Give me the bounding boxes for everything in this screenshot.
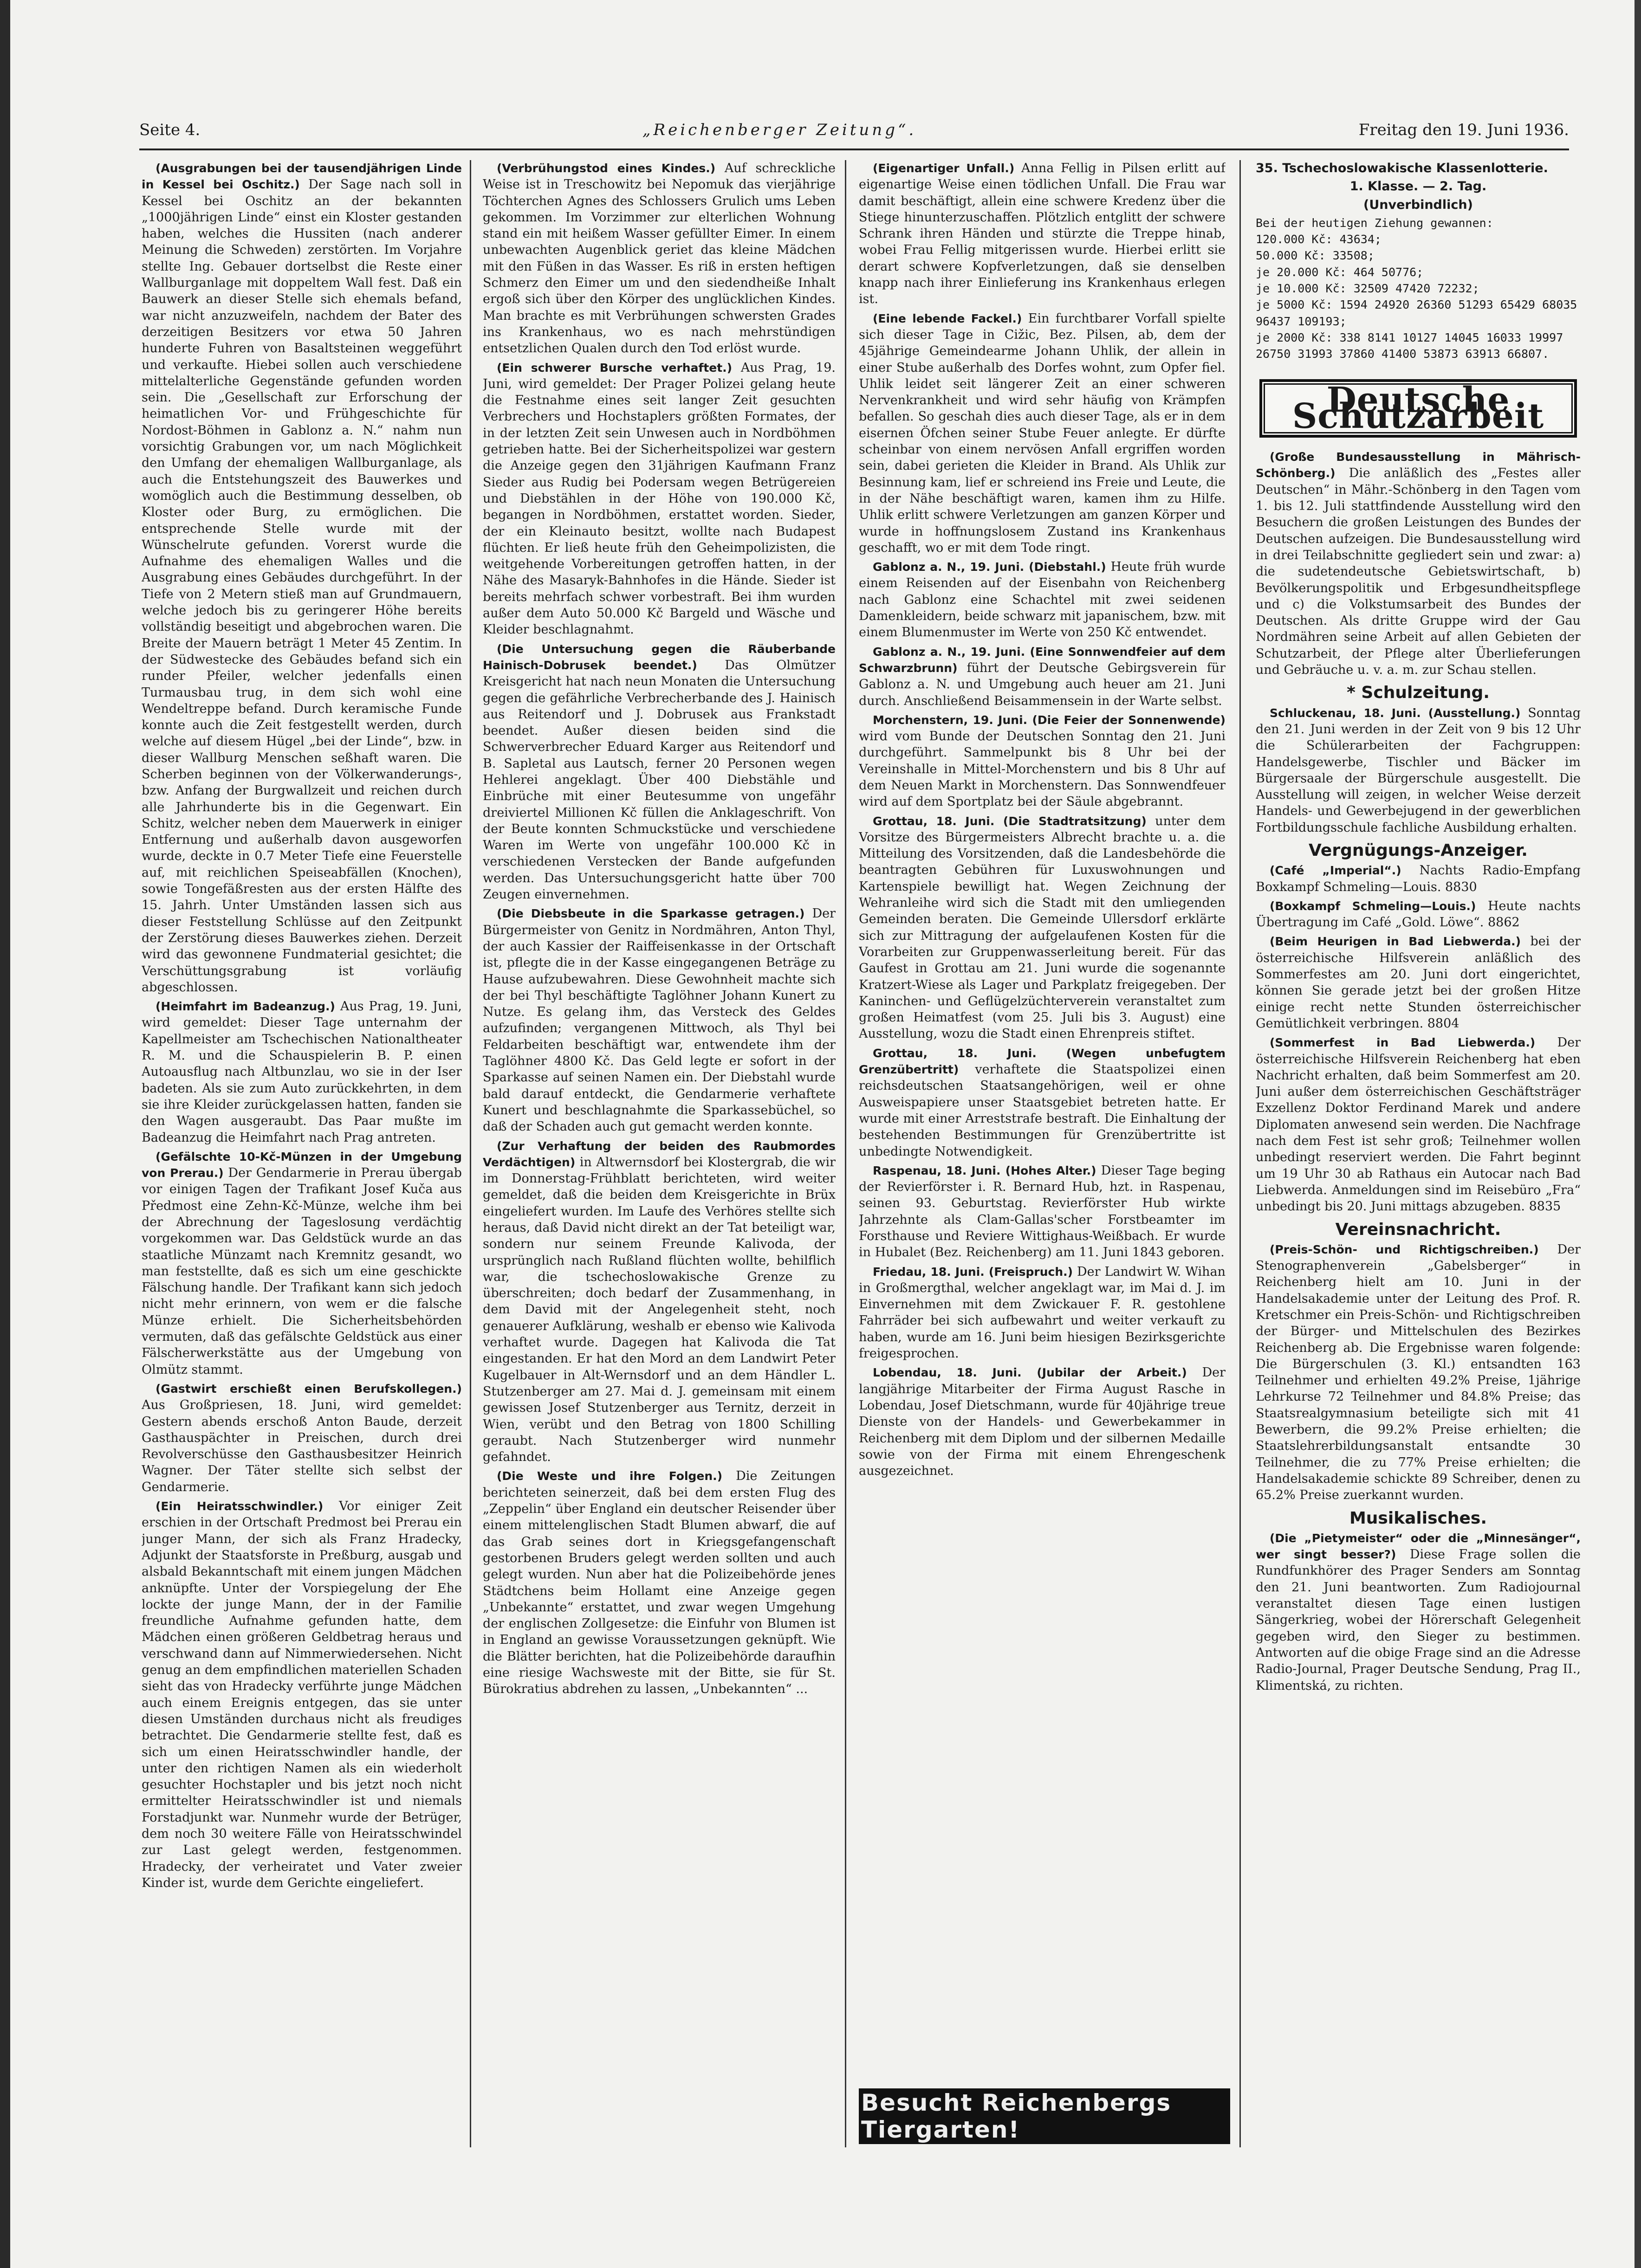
article-title: Grottau, 18. Juni. (Wegen unbefugtem Grenzübertritt) xyxy=(859,1046,1226,1077)
article-text: in Altwernsdorf bei Klostergrab, die wir im Donnerstag-Frühblatt berichteten, wird weiter gemeldet, daß die beiden dem Kreisgerichte in Brüx eingeliefert wurden. Im Laufe des Verhöres stellte sich heraus, daß David nicht direkt an der Tat beteiligt war, sondern nur seinem Freunde Kalivoda, der ursprünglich nach Rußland flüchten wollte, behilflich war, die tschechoslowakische Grenze zu überschreiten; doch bedarf der Zusammenhang, in dem David mit der Angelegenheit steht, noch genauerer Aufklärung, weshalb er ebenso wie Kalivoda verhaftet wurde. Dagegen hat Kalivoda die Tat eingestanden. Er hat den Mord an dem Landwirt Peter Kugelbauer in Alt-Wernsdorf und an dem Händler L. Stutzenberger am 27. Mai d. J. gemeinsam mit einem gewissen Josef Stutzenberger aus Ternitz, derzeit in Wien, verübt und den Betrag von 1800 Schilling geraubt. Nach Stutzenberger wird nunmehr gefahndet. xyxy=(483,1155,836,1465)
article-title: (Zur Verhaftung der beiden des Raubmordes Verdächtigen) xyxy=(483,1139,836,1169)
article xyxy=(142,1381,462,1495)
article-text: Nachts Radio-Empfang Boxkampf Schmeling—Louis. 8830 xyxy=(1256,863,1581,894)
article-title: (Große Bundesausstellung in Mährisch-Schönberg.) xyxy=(1256,450,1581,480)
article xyxy=(859,712,1226,810)
column-rule xyxy=(1239,160,1241,2147)
article-title: (Café „Imperial“.) xyxy=(1270,864,1401,878)
section-heading: * Schulzeitung. xyxy=(1256,685,1581,701)
lottery-subtitle: 1. Klasse. — 2. Tag. xyxy=(1349,179,1487,194)
article-title: Lobendau, 18. Juni. (Jubilar der Arbeit.) xyxy=(873,1366,1187,1380)
article-title: (Beim Heurigen in Bad Liebwerda.) xyxy=(1270,935,1521,949)
article-text: Der Landwirt W. Wihan in Großmergthal, welcher angeklagt war, im Mai d. J. im Einvernehmen mit dem Zwickauer F. R. gestohlene Fahrräder bei sich aufbewahrt und weiter verkauft zu haben, wurde am 16. Juni beim hiesigen Bezirksgerichte freigesprochen. xyxy=(859,1264,1226,1361)
article xyxy=(483,905,836,1135)
scan-edge-right xyxy=(1635,0,1641,2268)
article-text: Der langjährige Mitarbeiter der Firma August Rasche in Lobendau, Josef Dietschmann, wurde für 40jährige treue Dienste von der Handels- und Gewerbekammer in Reichenberg mit dem Diplom und der silbernen Medaille sowie von der Firma mit einem Ehrengeschenk ausgezeichnet. xyxy=(859,1365,1226,1479)
column-3 xyxy=(859,160,1226,2082)
advertisement-text: Besucht Reichenbergs Tiergarten! xyxy=(861,2089,1172,2143)
article-title: Gablonz a. N., 19. Juni. (Eine Sonnwendfeier auf dem Schwarzbrunn) xyxy=(859,645,1226,675)
lottery-intro: Bei der heutigen Ziehung gewannen: xyxy=(1256,216,1493,230)
article xyxy=(1256,933,1581,1032)
article-text: Aus Großpriesen, 18. Juni, wird gemeldet: Gestern abends erschoß Anton Baude, derzeit Gasthauspächter in Preischen, durch drei Revolverschüsse den Gasthausbesitzer Heinrich Wagner. Der Täter stellte sich selbst der Gendarmerie. xyxy=(142,1398,462,1494)
lottery-line: je 2000 Kč: 338 8141 10127 14045 16033 19997 26750 31993 37860 41400 53873 63913 66807. xyxy=(1256,330,1563,361)
article xyxy=(859,310,1226,556)
article-title: (Ausgrabungen bei der tausendjährigen Linde in Kessel bei Oschitz.) xyxy=(142,162,462,192)
section-heading: Vergnügungs-Anzeiger. xyxy=(1309,840,1528,860)
article-text: Das Olmützer Kreisgericht hat nach neun Monaten die Untersuchung gegen die gefährliche Verbrecherbande des J. Hainisch aus Reitendorf und J. Dobrusek aus Frankstadt beendet. Außer diesen beiden sind die Schwerverbrecher Eduard Karger aus Reitendorf und B. Sapletal aus Lautsch, ferner 20 Personen wegen Hehlerei angeklagt. Über 400 Diebstähle und Einbrüche mit einer Beutesumme von ungefähr dreiviertel Millionen Kč füllen die Anklageschrift. Von der Beute konnten Schmuckstücke und verschiedene Waren im Werte von ungefähr 100.000 Kč in verschiedenen Verstecken der Bande aufgefunden werden. Das Untersuchungsgericht hatte über 700 Zeugen einvernehmen. xyxy=(483,658,836,902)
article-title: (Ein Heiratsschwindler.) xyxy=(156,1499,324,1513)
article-title: Grottau, 18. Juni. (Die Stadtratsitzung) xyxy=(873,814,1147,828)
article xyxy=(483,360,836,638)
article-title: Raspenau, 18. Juni. (Hohes Alter.) xyxy=(873,1163,1096,1177)
article-text: Die Zeitungen berichteten seinerzeit, daß bei dem ersten Flug des „Zeppelin“ über England ein deutscher Reisender über einem mittelenglischen Stadt Blumen abwarf, die auf das Grab seines dort in Kriegsgefangenschaft gestorbenen Bruders gelegt werden sollten und auch gelegt wurden. Nun aber hat die Polizeibehörde jenes Städtchens beim Hollamt eine Anzeige gegen „Unbekannte“ erstattet, und zwar wegen Umgehung der englischen Zollgesetze: die Einfuhr von Blumen ist in England an gewisse Voraussetzungen geknüpft. Wie die Blätter berichten, hat die Polizeibehörde daraufhin eine riesige Wachsweste mit der Bitte, sie für St. Bürokratius abdrehen zu lassen, „Unbekannten“ ... xyxy=(483,1469,836,1697)
article-title: (Sommerfest in Bad Liebwerda.) xyxy=(1270,1036,1536,1050)
article-text: Der Stenographenverein „Gabelsberger“ in Reichenberg hielt am 10. Juni in der Handelsakademie unter der Leitung des Prof. R. Kretschmer ein Preis-Schön- und Richtigschreiben der Bürger- und Mittelschulen des Bezirkes Reichenberg ab. Die Ergebnisse waren folgende: Die Bürgerschulen (3. Kl.) entsandten 163 Teilnehmer und erhielten 49.2% Preise, 1jährige Lehrkurse 72 Teilnehmer und 84.8% Preise; das Staatsrealgymnasium beteiligte sich mit 41 Bewerbern, die 99.2% Preise erhielten; die Staatslehrerbildungsanstalt entsandte 30 Teilnehmer, die zu 77% Preise erhielten; die Handelsakademie schickte 89 Schreiber, denen zu 65.2% Preise zuerkannt wurden. xyxy=(1256,1242,1581,1503)
lottery-note: (Unverbindlich) xyxy=(1363,197,1473,212)
section-heading: Musikalisches. xyxy=(1349,1508,1487,1528)
column-1 xyxy=(142,160,462,2147)
article-text: Aus Prag, 19. Juni, wird gemeldet: Der Prager Polizei gelang heute die Festnahme eines seit langer Zeit gesuchten Verbrechers und Hochstaplers größten Formates, der in der letzten Zeit sein Unwesen auch in Nordböhmen getrieben hatte. Bei der Sicherheitspolizei war gestern die Anzeige gegen den 31jährigen Kaufmann Franz Sieder aus Rudig bei Podersam wegen Betrügereien und Diebstählen in der Höhe von 190.000 Kč, begangen in Nordböhmen, erstattet worden. Sieder, der ein Kleinauto besitzt, wollte nach Budapest flüchten. Er ließ heute früh den Geheimpolizisten, die weitgehende Vorbereitungen getroffen hatten, in der Nähe des Masaryk-Bahnhofes in die Hände. Sieder ist bereits mehrfach schwer vorbestraft. Bei ihm wurden außer dem Auto 50.000 Kč Bargeld und Wäsche und Kleider beschlagnahmt. xyxy=(483,360,836,637)
article xyxy=(859,1364,1226,1479)
article xyxy=(142,160,462,995)
article-title: (Die Weste und ihre Folgen.) xyxy=(497,1469,723,1483)
article-text: Der Sage nach soll in Kessel bei Oschitz an der bekannten „1000jährigen Linde“ einst ein Kloster gestanden haben, welches die Hussiten (nach anderer Meinung die Schweden) zerstörten. Im Vorjahre stellte Ing. Gebauer dortselbst die Reste einer Wallburganlage mit doppeltem Wall fest. Daß ein Bauwerk an dieser Stelle sich ehemals befand, war nicht anzuzweifeln, nachdem der Bater des derzeitigen Besitzers vor etwa 50 Jahren hunderte Fuhren von Basaltsteinen weggeführt und verkaufte. Hiebei sollen auch verschiedene mittelalterliche Gegenstände gefunden worden sein. Die „Gesellschaft zur Erforschung der heimatlichen Vor- und Frühgeschichte für Nordost-Böhmen in Gablonz a. N.“ nahm nun vorsichtig Grabungen vor, um nach Möglichkeit den Umfang der ehemaligen Wallburganlage, als auch die Entstehungszeit des Bauwerkes und womöglich auch die Bestimmung desselben, ob Kloster oder Burg, zu ermöglichen. Die entsprechende Stelle wurde mit der Wünschelrute gefunden. Vorerst wurde die Aufnahme des ehemaligen Walles und die Ausgrabung eines Gebäudes durchgeführt. In der Tiefe von 2 Metern stieß man auf Grundmauern, welche jedoch bis zu geringerer Höhe bereits vollständig beseitigt und abgebrochen waren. Die Breite der Mauern beträgt 1 Meter 45 Zentim. In der Südwestecke des Gebäudes befand sich ein runder Pfeiler, welcher jedenfalls einen Turmausbau trug, in dem sich wohl eine Wendeltreppe befand. Durch keramische Funde konnte auch die Zeit festgestellt werden, durch welche auf diesem Hügel „bei der Linde“, bzw. in dieser Wallburg Menschen seßhaft waren. Die Scherben beginnen von der Völkerwanderungs-, bzw. Anfang der Burgwallzeit und reichen durch alle Jahrhunderte bis in die Gegenwart. Ein Schitz, welcher neben dem Mauerwerk in einiger Entfernung und außerhalb davon ausgeworfen wurde, deckte in 0.7 Meter Tiefe eine Feuerstelle auf, mit reichlichen Speiseabfällen (Knochen), sowie Tongefäßresten aus der ersten Hälfte des 15. Jahrh. Unter Umständen lassen sich aus dieser Feststellung Schlüsse auf den Zeitpunkt der Zerstörung dieses Bauwerkes ziehen. Derzeit wird das gewonnene Fundmaterial gesichtet; die Verschüttungsgrabung ist vorläufig abgeschlossen. xyxy=(142,177,462,995)
article xyxy=(859,644,1226,709)
lottery-line: je 5000 Kč: 1594 24920 26360 51293 65429 68035 96437 109193; xyxy=(1256,298,1577,328)
article xyxy=(483,1138,836,1466)
article-title: (Ein schwerer Bursche verhaftet.) xyxy=(497,361,733,375)
issue-date: Freitag den 19. Juni 1936. xyxy=(1358,121,1569,139)
lottery-line: je 20.000 Kč: 464 50776; xyxy=(1256,265,1424,279)
article xyxy=(1256,1530,1581,1694)
article-text: führt der Deutsche Gebirgsverein für Gablonz a. N. und Umgebung auch heuer am 21. Juni durch. Anschließend Beisammensein in der Warte selbst. xyxy=(859,660,1226,708)
article-title: Friedau, 18. Juni. (Freispruch.) xyxy=(873,1265,1073,1279)
article xyxy=(483,641,836,903)
article-text: Vor einiger Zeit erschien in der Ortschaft Predmost bei Prerau ein junger Mann, der sich als Franz Hradecky, Adjunkt der Staatsforste in Preßburg, ausgab und alsbald Bekanntschaft mit einem jungen Mädchen anknüpfte. Unter der Vorspiegelung der Ehe lockte der junge Mann, der in der Familie freundliche Aufnahme gefunden hatte, dem Mädchen einen größeren Geldbetrag heraus und verschwand dann auf Nimmerwiedersehen. Nicht genug an dem empfindlichen materiellen Schaden sieht das von Hradecky verführte junge Mädchen auch einem Ereignis entgegen, das sie unter diesen Umständen durchaus nicht als freudiges betrachtet. Die Gendarmerie stellte fest, daß es sich um einen Heiratsschwindler handle, der unter den richtigen Namen als ein wiederholt gesuchter Hochstapler und bis jetzt noch nicht ermittelter Heiratsschwindler ist und niemals Forstadjunkt war. Nunmehr wurde der Betrüger, dem noch 30 weitere Fälle von Heiratsschwindel zur Last gelegt werden, festgenommen. Hradecky, der verheiratet und Vater zweier Kinder ist, wurde dem Gerichte eingeliefert. xyxy=(142,1499,462,1890)
article-text: Anna Fellig in Pilsen erlitt auf eigenartige Weise einen tödlichen Unfall. Die Frau war damit beschäftigt, allein eine schwere Kredenz über die Stiege hinunterzuschaffen. Plötzlich entglitt der schwere Schrank ihren Händen und stürzte die Treppe hinab, wobei Frau Fellig mitgerissen wurde. Hierbei erlitt sie derart schwere Kopfverletzungen, daß sie denselben knapp nach ihrer Einlieferung ins Krankenhaus erlegen ist. xyxy=(859,161,1226,307)
article xyxy=(142,1498,462,1891)
column-2 xyxy=(483,160,836,2147)
column-4 xyxy=(1256,160,1581,2147)
article-text: bei der österreichische Hilfsverein anläßlich des Sommerfestes am 20. Juni dort eingerichtet, können Sie gerade jetzt bei der großen Hitze einige recht nette Stunden österreichischer Gemütlichkeit verbringen. 8804 xyxy=(1256,934,1581,1031)
article xyxy=(142,998,462,1146)
article-title: Schluckenau, 18. Juni. (Ausstellung.) xyxy=(1270,706,1521,720)
article-text: Der österreichische Hilfsverein Reichenberg hat eben Nachricht erhalten, daß beim Sommerfest am 20. Juni außer dem österreichischen Geschäftsträger Exzellenz Doktor Ferdinand Marek und andere Diplomaten anwesend sein werden. Die Nachfrage nach dem Fest ist sehr groß; Teilnehmer wollen unbedingt reserviert werden. Die Fahrt beginnt um 19 Uhr 30 ab Rathaus ein Autocar nach Bad Liebwerda. Anmeldungen sind im Reisebüro „Fra“ unbedingt bis 20. Juni mittags abzugeben. 8835 xyxy=(1256,1035,1581,1214)
article xyxy=(142,1149,462,1378)
article-title: (Die Diebsbeute in die Sparkasse getragen.) xyxy=(497,907,805,921)
article-title: (Gastwirt erschießt einen Berufskollegen.) xyxy=(156,1382,462,1396)
article-text: unter dem Vorsitze des Bürgermeisters Albrecht brachte u. a. die Mitteilung des Vorsitzenden, daß die Landesbehörde die beantragten Gebühren für Luxuswohnungen und Kartenspiele bewilligt hat. Wegen Zeichnung der Wehranleihe wird sich die Stadt mit den umliegenden Gemeinden beraten. Die Gemeinde Ullersdorf erklärte sich zur Mittragung der aufgelaufenen Kosten für die Vorarbeiten zur Gruppenwasserleitung bereit. Für das Gaufest in Grottau am 21. Juni wurde die sogenannte Kratzert-Wiese als Lager und Parkplatz freigegeben. Der Kaninchen- und Geflügelzüchterverein veranstaltet zum großen Heimatfest (vom 25. Juli bis 3. August) eine Ausstellung, wozu die Stadt einen Ehrenpreis stiftet. xyxy=(859,814,1226,1041)
page-number: Seite 4. xyxy=(139,121,201,139)
article-title: (Die „Pietymeister“ oder die „Minnesänger“, wer singt besser?) xyxy=(1256,1531,1581,1562)
column-rule xyxy=(845,160,846,2147)
article-text: Auf schreckliche Weise ist in Treschowitz bei Nepomuk das vierjährige Töchterchen Agnes des Schlossers Grulich ums Leben gekommen. Im Vorzimmer zur elterlichen Wohnung stand ein mit heißem Wasser gefüllter Eimer. In einem unbewachten Augenblick geriet das kleine Mädchen mit den Füßen in das Wasser. Es riß in ersten heftigen Schmerz den Eimer um und den siedendheiße Inhalt ergoß sich über den Körper des unglücklichen Kindes. Man brachte es mit Verbrühungen schwersten Grades ins Krankenhaus, wo es nach mehrstündigen entsetzlichen Qualen durch den Tod erlöst wurde. xyxy=(483,161,836,356)
article xyxy=(859,813,1226,1042)
article-text: Sonntag den 21. Juni werden in der Zeit von 9 bis 12 Uhr die Schülerarbeiten der Fachgruppen: Handelsgewerbe, Tischler und Bäcker im Bürgersaale der Bürgerschule ausgestellt. Die Ausstellung will zeigen, in welcher Weise derzeit Handels- und Gewerbejugend in der gewerblichen Fortbildungsschule fachliche Ausbildung erhalten. xyxy=(1256,705,1581,835)
column-rule xyxy=(470,160,471,2147)
article-text: Aus Prag, 19. Juni, wird gemeldet: Dieser Tage unternahm der Kapellmeister am Tschechischen Nationaltheater R. M. und die Schauspielerin B. P. einen Autoausflug nach Altbunzlau, wo sie in der Iser badeten. Als sie zum Auto zurückkehrten, in dem sie ihre Kleider zurückgelassen hatten, fanden sie den Wagen ausgeraubt. Das Paar mußte im Badeanzug die Heimfahrt nach Prag antreten. xyxy=(142,999,462,1145)
article xyxy=(859,1045,1226,1160)
article xyxy=(1256,862,1581,895)
article xyxy=(1256,1034,1581,1215)
article-title: (Die Untersuchung gegen die Räuberbande Hainisch-Dobrusek beendet.) xyxy=(483,642,836,672)
article-text: wird vom Bunde der Deutschen Sonntag den 21. Juni durchgeführt. Sammelpunkt bis 8 Uhr bei der Vereinshalle in Mittel-Morchenstern und bis 8 Uhr auf dem Neuen Markt in Morchenstern. Das Sonnwendfeuer wird auf dem Sportplatz bei der Säule abgebrannt. xyxy=(859,729,1226,809)
article xyxy=(859,1163,1226,1261)
article-text: Der Gendarmerie in Prerau übergab vor einigen Tagen der Trafikant Josef Kuča aus Předmost eine Zehn-Kč-Münze, welche ihm bei der Abrechnung der Tageslosung verdächtig vorgekommen war. Das Geldstück wurde an das staatliche Münzamt nach Kremnitz gesandt, wo man feststellte, daß es sich um eine geschickte Fälschung handle. Der Trafikant kann sich jedoch nicht mehr erinnern, von wem er die falsche Münze erhielt. Die Sicherheitsbehörden vermuten, daß das gefälschte Geldstück aus einer Fälscherwerkstätte aus der Umgebung von Olmütz stammt. xyxy=(142,1166,462,1377)
article-title: Gablonz a. N., 19. Juni. (Diebstahl.) xyxy=(873,560,1106,574)
article-title: (Gefälschte 10-Kč-Münzen in der Umgebung von Prerau.) xyxy=(142,1150,462,1180)
article-title: (Eine lebende Fackel.) xyxy=(873,311,1022,325)
article xyxy=(483,1468,836,1697)
article xyxy=(1256,705,1581,836)
page-header xyxy=(139,116,1569,144)
article-title: (Verbrühungstod eines Kindes.) xyxy=(497,162,716,175)
article-text: Der Bürgermeister von Genitz in Nordmähren, Anton Thyl, der auch Kassier der Raiffeisenkasse in der Ortschaft ist, pflegte die in der Kasse eingegangenen Beträge zu Hause aufzubewahren. Diese Gewohnheit machte sich der bei Thyl beschäftigte Taglöhner Johann Kunert zu Nutze. Es gelang ihm, das Versteck des Geldes aufzufinden; vergangenen Mittwoch, als Thyl bei Feldarbeiten beschäftigt war, entwendete ihm der Taglöhner 4800 Kč. Das Geld legte er sofort in der Sparkasse auf seinen Namen ein. Der Diebstahl wurde bald darauf entdeckt, die Gendarmerie verhaftete Kunert und beschlagnahmte die Sparkassebüchel, so daß der Schaden auch gut gemacht werden konnte. xyxy=(483,906,836,1134)
article xyxy=(483,160,836,357)
article-text: Ein furchtbarer Vorfall spielte sich dieser Tage in Cižic, Bez. Pilsen, ab, dem der 45jährige Gemeindearme Johann Uhlik, der allein in einer Stube außerhalb des Dorfes wohnt, zum Opfer fiel. Uhlik leidet seit längerer Zeit an einer schweren Nervenkrankheit und wird sehr häufig von Krämpfen befallen. So geschah dies auch dieser Tage, als er in dem eisernen Öfchen seiner Stube Feuer anlegte. Er dürfte scheinbar von einem nervösen Anfall ergriffen worden sein, dabei gerieten die Kleider in Brand. Als Uhlik zur Besinnung kam, lief er schreiend ins Freie und Leute, die in der Nähe beschäftigt waren, kamen ihm zu Hilfe. Uhlik erlitt schwere Verletzungen am ganzen Körper und wurde in hoffnungslosem Zustand ins Krankenhaus geschafft, wo er mit dem Tode ringt. xyxy=(859,311,1226,555)
article-text: Dieser Tage beging der Revierförster i. R. Bernard Hub, hzt. in Raspenau, seinen 93. Geburtstag. Revierförster Hub wirkte Jahrzehnte als Clam-Gallas'scher Forstbeamter im Forsthause und Reviere Wittighaus-Weißbach. Er wurde in Hubalet (Bez. Reichenberg) am 11. Juni 1843 geboren. xyxy=(859,1163,1226,1260)
article-text: Diese Frage sollen die Rundfunkhörer des Prager Senders am Sonntag den 21. Juni beantworten. Zum Radiojournal veranstaltet diesen Tage einen lustigen Sängerkrieg, wobei der Hörerschaft Gelegenheit gegeben wird, den Sieger zu bestimmen. Antworten auf die obige Frage sind an die Adresse Radio-Journal, Prager Deutsche Sendung, Prag II., Klimentská, zu richten. xyxy=(1256,1547,1581,1693)
article-title: (Eigenartiger Unfall.) xyxy=(873,162,1015,175)
article xyxy=(859,559,1226,640)
article xyxy=(859,1264,1226,1362)
article xyxy=(859,160,1226,308)
article-text: verhaftete die Staatspolizei einen reichsdeutschen Staatsangehörigen, weil er ohne Ausweispapiere unser Staatsgebiet betreten hatte. Er wurde mit einer Arreststrafe bestraft. Die Einhaltung der bestehenden Bestimmungen für Grenzübertritte ist unbedingte Notwendigkeit. xyxy=(859,1062,1226,1159)
article-title: Morchenstern, 19. Juni. (Die Feier der Sonnenwende) xyxy=(873,713,1226,727)
lottery-title: 35. Tschechoslowakische Klassenlotterie. xyxy=(1256,161,1548,175)
scan-edge-left xyxy=(0,0,10,2268)
article-text: Heute nachts Übertragung im Café „Gold. Löwe“. 8862 xyxy=(1256,898,1581,930)
lottery-line: je 10.000 Kč: 32509 47420 72232; xyxy=(1256,282,1479,296)
article-text: Heute früh wurde einem Reisenden auf der Eisenbahn von Reichenberg nach Gablonz eine Schachtel mit zwei seidenen Damenkleidern, beide schwarz mit japanischem, bzw. mit einem Blumenmuster im Werte von 250 Kč entwendet. xyxy=(859,560,1226,640)
lottery-line: 50.000 Kč: 33508; xyxy=(1256,249,1375,263)
article-title: (Boxkampf Schmeling—Louis.) xyxy=(1270,899,1476,913)
article xyxy=(1256,898,1581,931)
lottery-line: 120.000 Kč: 43634; xyxy=(1256,233,1382,246)
tiergarten-advertisement xyxy=(859,2088,1230,2144)
section-heading: Vereinsnachricht. xyxy=(1335,1220,1501,1239)
section-banner: Deutsche Schutzarbeit xyxy=(1259,379,1577,438)
article xyxy=(1256,1241,1581,1504)
masthead: „Reichenberger Zeitung“. xyxy=(642,121,917,139)
header-rule xyxy=(139,149,1569,150)
article-text: Die anläßlich des „Festes aller Deutschen“ in Mähr.-Schönberg in den Tagen vom 1. bis 12. Juli stattfindende Ausstellung wird den Besuchern die großen Leistungen des Bundes der Deutschen aufzeigen. Die Bundesausstellung wird in drei Teilabschnitte gegliedert sein und zwar: a) die sudetendeutsche Gebietswirtschaft, b) Bevölkerungspolitik und Erbgesundheitspflege und c) die Volkstumsarbeit des Bundes der Deutschen. Als dritte Gruppe wird der Gau Nordmähren seine Arbeit auf allen Gebieten der Schutzarbeit, der Pflege alter Überlieferungen und Gebräuche u. v. a. m. zur Schau stellen. xyxy=(1256,466,1581,678)
article xyxy=(1256,449,1581,678)
article-title: (Preis-Schön- und Richtigschreiben.) xyxy=(1270,1242,1539,1256)
article-title: (Heimfahrt im Badeanzug.) xyxy=(156,1000,335,1014)
